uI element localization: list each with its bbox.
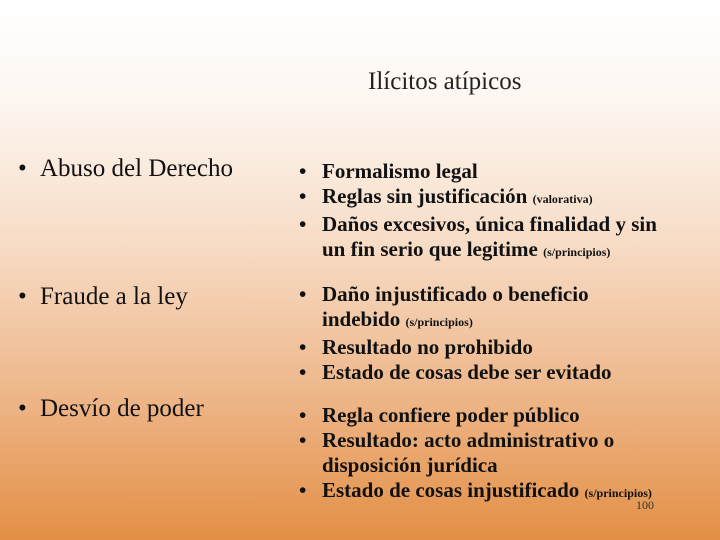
desvio-de-poder-list xyxy=(297,403,652,506)
list-item-text-line2: indebido xyxy=(322,307,401,331)
bullet: • xyxy=(18,283,27,310)
slide-title: Ilícitos atípicos xyxy=(368,68,522,95)
list-item-text-line2: disposición jurídica xyxy=(322,453,498,477)
left-item-label: Abuso del Derecho xyxy=(40,155,233,182)
left-item-abuso-del-derecho xyxy=(18,155,233,183)
list-item xyxy=(297,360,612,385)
list-item-text: Estado de cosas debe ser evitado xyxy=(322,360,612,384)
list-item-note: (valorativa) xyxy=(532,192,593,206)
list-item xyxy=(297,403,652,428)
bullet: • xyxy=(299,212,307,236)
list-item xyxy=(297,159,657,184)
bullet: • xyxy=(299,282,307,306)
list-item-text: Regla confiere poder público xyxy=(322,403,580,427)
left-item-label: Desvío de poder xyxy=(40,395,204,422)
list-item-text: Formalismo legal xyxy=(322,159,478,183)
list-item-text-line2: un fin serio que legitime xyxy=(322,237,538,261)
list-item-note: (s/principios) xyxy=(405,315,473,329)
bullet: • xyxy=(299,478,307,502)
list-item-text: Resultado no prohibido xyxy=(322,335,533,359)
list-item-text: Resultado: acto administrativo o xyxy=(322,428,615,452)
fraude-a-la-ley-list xyxy=(297,282,612,385)
list-item-text: Daño injustificado o beneficio xyxy=(322,282,589,306)
bullet: • xyxy=(299,360,307,384)
bullet: • xyxy=(299,335,307,359)
list-item-note: (s/principios) xyxy=(584,486,652,500)
list-item xyxy=(297,478,652,506)
list-item-text: Daños excesivos, única finalidad y sin xyxy=(322,212,657,236)
list-item-text: Estado de cosas injustificado xyxy=(322,478,580,502)
list-item xyxy=(297,335,612,360)
bullet: • xyxy=(18,395,27,422)
left-item-desvio-de-poder xyxy=(18,395,204,423)
bullet: • xyxy=(299,184,307,208)
list-item xyxy=(297,428,652,478)
bullet: • xyxy=(18,155,27,182)
list-item-text: Reglas sin justificación xyxy=(322,184,528,208)
list-item-note: (s/principios) xyxy=(543,245,611,259)
list-item xyxy=(297,282,612,335)
left-item-fraude-a-la-ley xyxy=(18,283,188,311)
list-item xyxy=(297,184,657,212)
bullet: • xyxy=(299,159,307,183)
abuso-del-derecho-list xyxy=(297,159,657,265)
left-item-label: Fraude a la ley xyxy=(40,283,188,310)
page-number: 100 xyxy=(636,498,654,512)
list-item xyxy=(297,212,657,265)
bullet: • xyxy=(299,403,307,427)
bullet: • xyxy=(299,428,307,452)
